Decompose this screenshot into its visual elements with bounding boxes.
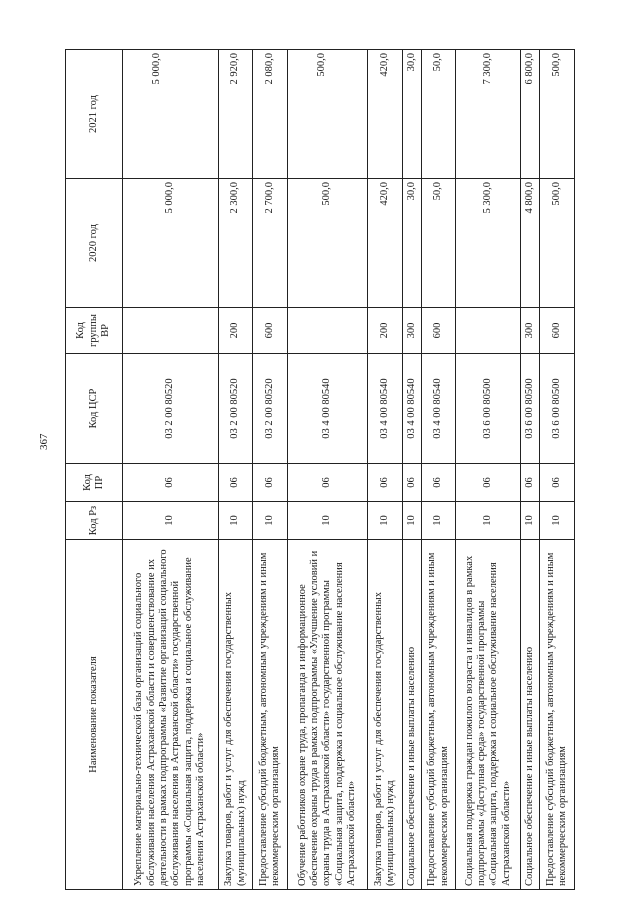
- row-2021: 5 000,0: [123, 50, 219, 179]
- row-rz: 10: [521, 502, 540, 540]
- header-2021: 2021 год: [66, 50, 123, 179]
- row-csr: 03 4 00 80540: [368, 354, 402, 464]
- row-name: Укрепление материально-технической базы организаций социального обслуживания населения Астраханской области и совершенствование их деятельности в рамках подпрограммы «Развитие организаций социального обслуживания населения в Астраханской области» государственной программы «Социальная защита, поддержка и социальное обслуживание населения Астраханской области»: [123, 540, 219, 890]
- row-rz: 10: [253, 502, 287, 540]
- row-pr: 06: [521, 464, 540, 502]
- row-2021: 2 080,0: [253, 50, 287, 179]
- table-row: [421, 50, 455, 890]
- row-name: Обучение работников охране труда, пропаганда и информационное обеспечение охраны труда в рамках подпрограммы «Улучшение условий и охраны труда в Астраханской области» государственной программы «Социальная защита, поддержка и социальное обслуживание населения Астраханской области»: [287, 540, 368, 890]
- row-vr: 300: [521, 308, 540, 354]
- row-2020: 5 000,0: [123, 179, 219, 308]
- row-csr: 03 4 00 80540: [402, 354, 421, 464]
- row-name: Предоставление субсидий бюджетным, автономным учреждениям и иным некоммерческим организациям: [253, 540, 287, 890]
- row-2020: 5 300,0: [456, 179, 521, 308]
- row-vr: 600: [421, 308, 455, 354]
- page-number: 367: [38, 433, 50, 450]
- row-2021: 7 300,0: [456, 50, 521, 179]
- table-row: [540, 50, 575, 890]
- row-2020: 500,0: [540, 179, 575, 308]
- row-name: Социальное обеспечение и иные выплаты населению: [521, 540, 540, 890]
- row-2020: 420,0: [368, 179, 402, 308]
- row-rz: 10: [368, 502, 402, 540]
- row-2020: 30,0: [402, 179, 421, 308]
- table-row: [402, 50, 421, 890]
- row-csr: 03 2 00 80520: [253, 354, 287, 464]
- row-pr: 06: [421, 464, 455, 502]
- header-csr: Код ЦСР: [66, 354, 123, 464]
- row-pr: 06: [402, 464, 421, 502]
- row-vr: 600: [253, 308, 287, 354]
- row-csr: 03 2 00 80520: [123, 354, 219, 464]
- row-csr: 03 4 00 80540: [287, 354, 368, 464]
- row-csr: 03 6 00 80500: [521, 354, 540, 464]
- row-name: Закупка товаров, работ и услуг для обеспечения государственных (муниципальных) нужд: [218, 540, 252, 890]
- row-rz: 10: [402, 502, 421, 540]
- rotated-table-container: [65, 50, 575, 890]
- table-row: [368, 50, 402, 890]
- row-2020: 2 300,0: [218, 179, 252, 308]
- row-vr: 300: [402, 308, 421, 354]
- row-2021: 500,0: [287, 50, 368, 179]
- table-header-row: [66, 50, 123, 890]
- row-pr: 06: [456, 464, 521, 502]
- row-pr: 06: [287, 464, 368, 502]
- header-2020: 2020 год: [66, 179, 123, 308]
- table-row: [218, 50, 252, 890]
- header-vr: Код группы ВР: [66, 308, 123, 354]
- row-rz: 10: [123, 502, 219, 540]
- table-row: [253, 50, 287, 890]
- row-vr: 200: [368, 308, 402, 354]
- row-csr: 03 2 00 80520: [218, 354, 252, 464]
- row-2021: 2 920,0: [218, 50, 252, 179]
- budget-table: [65, 49, 575, 890]
- row-name: Предоставление субсидий бюджетным, автономным учреждениям и иным некоммерческим организациям: [421, 540, 455, 890]
- row-name: Закупка товаров, работ и услуг для обеспечения государственных (муниципальных) нужд: [368, 540, 402, 890]
- header-pr: Код ПР: [66, 464, 123, 502]
- row-vr: [287, 308, 368, 354]
- row-vr: [456, 308, 521, 354]
- row-pr: 06: [540, 464, 575, 502]
- row-2020: 2 700,0: [253, 179, 287, 308]
- row-rz: 10: [287, 502, 368, 540]
- row-name: Социальное обеспечение и иные выплаты населению: [402, 540, 421, 890]
- row-vr: 200: [218, 308, 252, 354]
- row-rz: 10: [456, 502, 521, 540]
- header-rz: Код Рз: [66, 502, 123, 540]
- row-2020: 4 800,0: [521, 179, 540, 308]
- row-2021: 500,0: [540, 50, 575, 179]
- header-name: Наименование показателя: [66, 540, 123, 890]
- row-rz: 10: [218, 502, 252, 540]
- row-pr: 06: [123, 464, 219, 502]
- table-row: [521, 50, 540, 890]
- row-2020: 50,0: [421, 179, 455, 308]
- row-name: Социальная поддержка граждан пожилого возраста и инвалидов в рамках подпрограммы «Доступная среда» государственной программы «Социальная защита, поддержка и социальное обслуживание населения Астраханской области»: [456, 540, 521, 890]
- row-vr: 600: [540, 308, 575, 354]
- row-2020: 500,0: [287, 179, 368, 308]
- row-2021: 30,0: [402, 50, 421, 179]
- row-csr: 03 6 00 80500: [456, 354, 521, 464]
- row-pr: 06: [218, 464, 252, 502]
- table-row: [123, 50, 219, 890]
- table-row: [287, 50, 368, 890]
- row-csr: 03 6 00 80500: [540, 354, 575, 464]
- row-2021: 420,0: [368, 50, 402, 179]
- row-csr: 03 4 00 80540: [421, 354, 455, 464]
- row-2021: 50,0: [421, 50, 455, 179]
- row-rz: 10: [540, 502, 575, 540]
- row-pr: 06: [253, 464, 287, 502]
- row-name: Предоставление субсидий бюджетным, автономным учреждениям и иным некоммерческим организациям: [540, 540, 575, 890]
- row-rz: 10: [421, 502, 455, 540]
- row-pr: 06: [368, 464, 402, 502]
- table-row: [456, 50, 521, 890]
- row-2021: 6 800,0: [521, 50, 540, 179]
- row-vr: [123, 308, 219, 354]
